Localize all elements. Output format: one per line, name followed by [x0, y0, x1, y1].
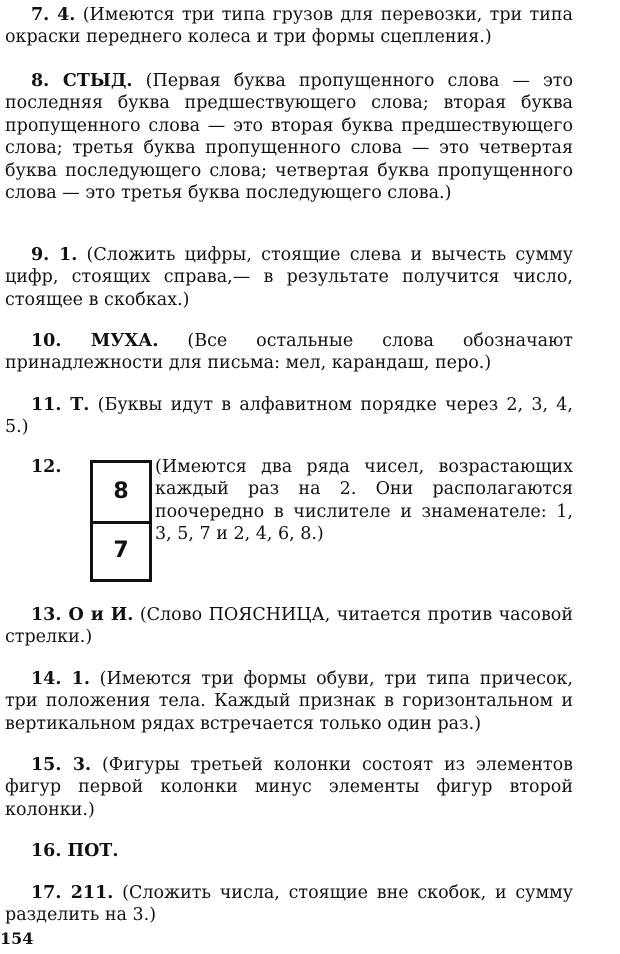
answer-7-number: 7. 4.	[31, 5, 76, 25]
answer-16	[5, 840, 118, 862]
answer-16-number: 16. ПОТ.	[31, 841, 119, 861]
answer-11-number: 11. Т.	[31, 395, 90, 415]
page-number: 154	[0, 929, 34, 948]
answer-13-text: (Слово ПОЯСНИЦА, читается против часовой стрелки.)	[5, 605, 573, 648]
answer-17-number: 17. 211.	[31, 883, 114, 903]
answer-15-text: (Фигуры третьей колонки состоят из элементов фигур первой колонки минус элементы фигур второй колонки.)	[5, 755, 573, 820]
answer-10-text: (Все остальные слова обозначают принадлежности для письма: мел, карандаш, перо.)	[5, 331, 573, 374]
answer-13-number: 13. О и И.	[31, 605, 134, 625]
answer-17	[5, 882, 573, 927]
answer-13	[5, 604, 573, 649]
answer-12	[5, 456, 573, 592]
answer-12-number: 12.	[31, 457, 62, 477]
fraction-numerator: 8	[113, 478, 129, 504]
fraction-box	[90, 460, 152, 582]
answer-10	[5, 330, 573, 375]
answer-15-number: 15. 3.	[31, 755, 92, 775]
answer-7-text: (Имеются три типа грузов для перевозки, три типа окраски переднего колеса и три формы сцепления.)	[5, 5, 573, 48]
answer-9-number: 9. 1.	[31, 245, 78, 265]
answer-14-number: 14. 1.	[31, 669, 90, 689]
answer-8	[5, 70, 573, 204]
answer-9-text: (Сложить цифры, стоящие слева и вычесть сумму цифр, стоящих справа,— в результате получится число, стоящее в скобках.)	[5, 245, 573, 310]
answer-14-text: (Имеются три формы обуви, три типа причесок, три положения тела. Каждый признак в горизонтальном и вертикальном рядах встречается только один раз.)	[5, 669, 573, 734]
answer-8-number: 8. СТЫД.	[31, 71, 133, 91]
answer-9	[5, 244, 573, 311]
answer-12-text: (Имеются два ряда чисел, возрастающих каждый раз на 2. Они располагаются поочередно в числителе и знаменателе: 1, 3, 5, 7 и 2, 4, 6, 8.)	[155, 457, 573, 545]
fraction-denominator: 7	[93, 521, 149, 579]
answer-11-text: (Буквы идут в алфавитном порядке через 2, 3, 4, 5.)	[5, 395, 573, 438]
answer-14	[5, 668, 573, 735]
answer-15	[5, 754, 573, 821]
answer-10-number: 10. МУХА.	[31, 331, 159, 351]
answer-7	[5, 4, 573, 49]
answer-8-text: (Первая буква пропущенного слова — это последняя буква предшествующего слова; вторая буква пропущенного слова — это вторая буква предшествующего слова; третья буква пропущенного слова — это четвертая буква последующего слова; четвертая буква пропущенного слова — это третья буква последующего слова.)	[5, 71, 573, 204]
answer-11	[5, 394, 573, 439]
answer-17-text: (Сложить числа, стоящие вне скобок, и сумму разделить на 3.)	[5, 883, 573, 926]
